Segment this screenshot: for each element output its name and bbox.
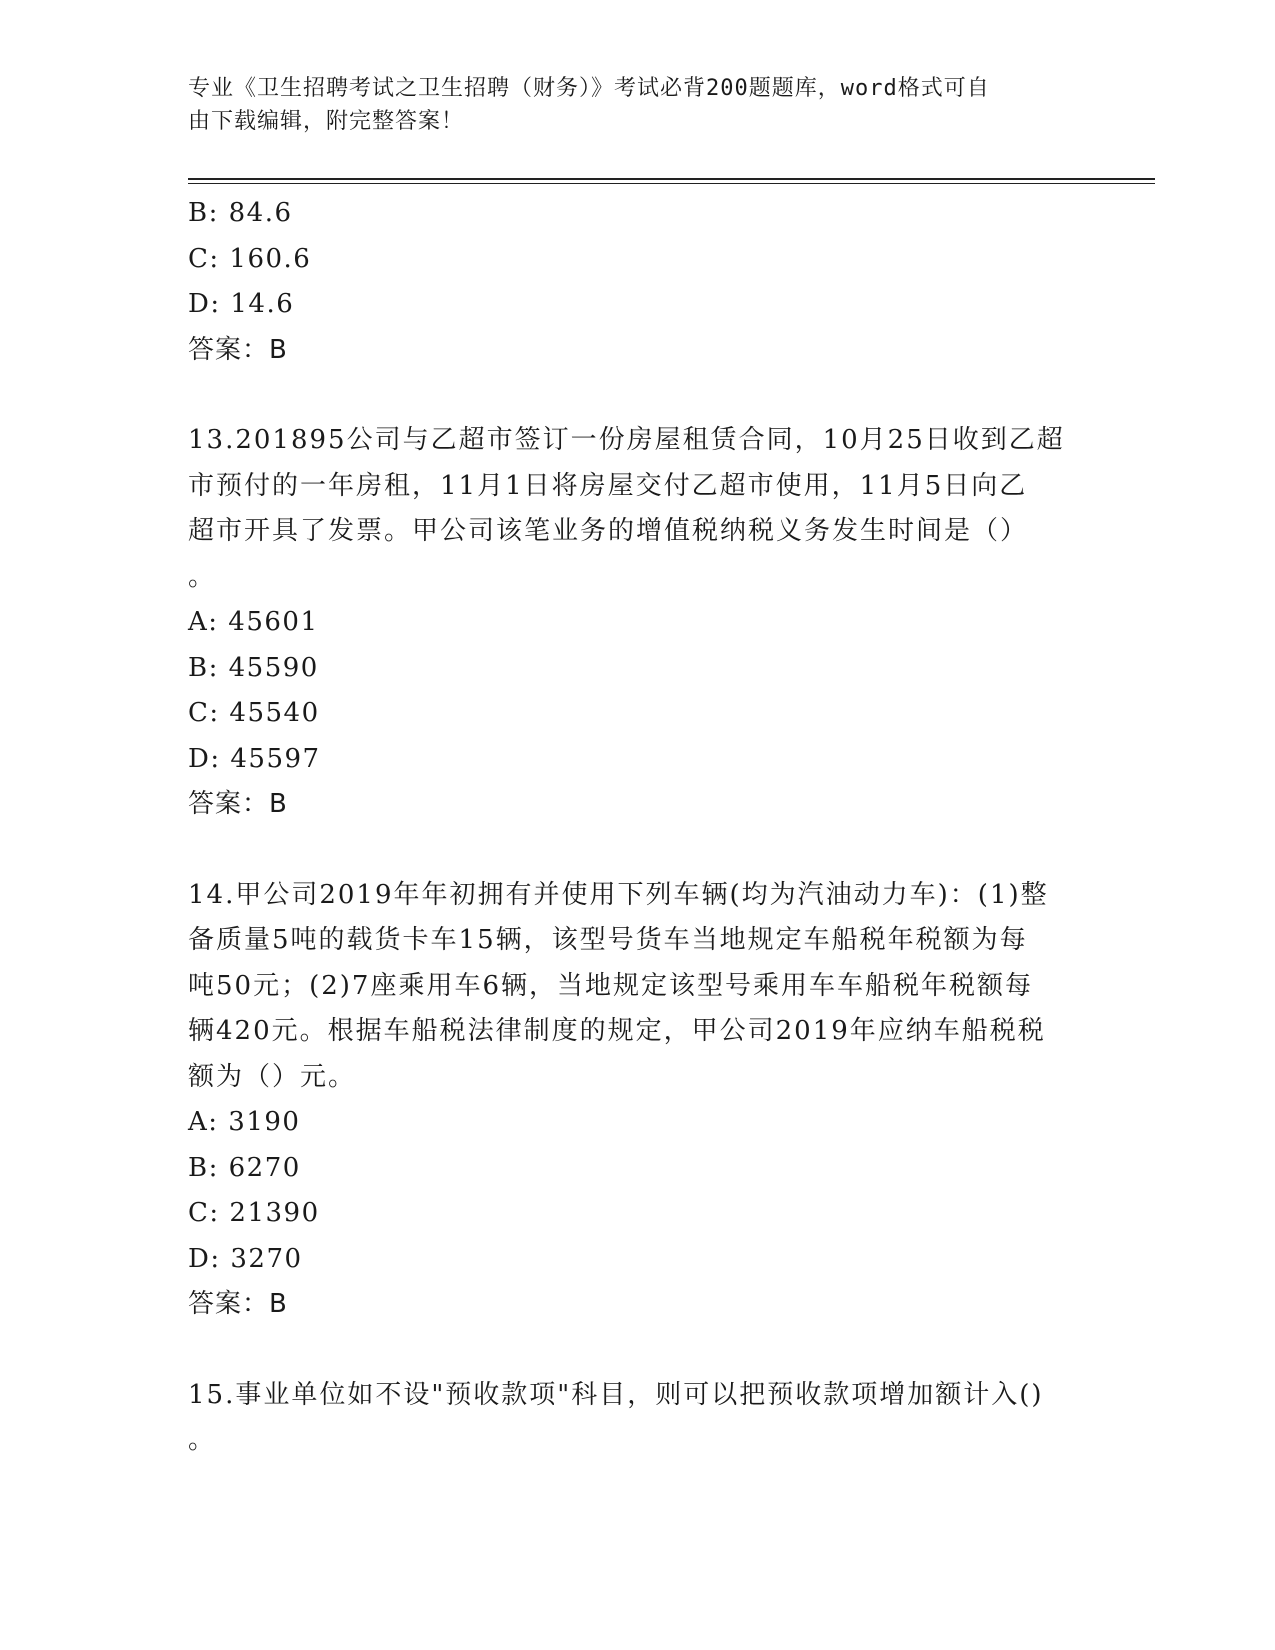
option-a: A: 45601 — [188, 607, 319, 637]
option-b: B: 84.6 — [188, 198, 293, 228]
option-b: B: 6270 — [188, 1152, 301, 1183]
question-text-line: 超市开具了发票。甲公司该笔业务的增值税纳税义务发生时间是（） — [188, 516, 1029, 546]
question-text-line: 额为（）元。 — [188, 1061, 357, 1092]
question-text-line: 14.甲公司2019年年初拥有并使用下列车辆(均为汽油动力车)：(1)整 — [188, 879, 1049, 910]
answer-line: 答案：B — [188, 789, 288, 819]
header-divider-thin — [188, 183, 1155, 184]
question-text-line: 。 — [188, 561, 217, 592]
option-d: D: 3270 — [188, 1243, 303, 1274]
answer-line: 答案：B — [188, 1289, 288, 1319]
document-header — [188, 72, 1068, 138]
answer-line: 答案：B — [188, 334, 288, 365]
header-title-line-1: 专业《卫生招聘考试之卫生招聘（财务）》考试必背200题题库，word格式可自 — [188, 76, 990, 101]
question-text-line: 吨50元；(2)7座乘用车6辆，当地规定该型号乘用车车船税年税额每 — [188, 970, 1033, 1001]
header-divider-thick — [188, 178, 1155, 180]
question-text-line: 市预付的一年房租，11月1日将房屋交付乙超市使用，11月5日向乙 — [188, 470, 1028, 501]
question-text-line: 备质量5吨的载货卡车15辆，该型号货车当地规定车船税年税额为每 — [188, 925, 1028, 955]
option-d: D: 14.6 — [188, 289, 295, 319]
option-d: D: 45597 — [188, 743, 321, 774]
question-13 — [188, 418, 1068, 600]
option-c: C: 45540 — [188, 698, 320, 728]
question-14-options — [188, 1100, 1088, 1328]
option-c: C: 21390 — [188, 1198, 320, 1228]
option-c: C: 160.6 — [188, 243, 312, 274]
option-a: A: 3190 — [188, 1107, 301, 1137]
question-text-line: 13.201895公司与乙超市签订一份房屋租赁合同，10月25日收到乙超 — [188, 425, 1065, 455]
document-body — [188, 191, 1088, 1464]
question-text-line: 15.事业单位如不设"预收款项"科目，则可以把预收款项增加额计入() — [188, 1379, 1044, 1410]
option-b: B: 45590 — [188, 652, 319, 683]
question-15 — [188, 1373, 1068, 1464]
question-12-tail — [188, 191, 1088, 373]
question-text-line: 。 — [188, 1425, 217, 1455]
question-text-line: 辆420元。根据车船税法律制度的规定，甲公司2019年应纳车船税税 — [188, 1016, 1046, 1046]
question-13-options — [188, 600, 1088, 828]
header-title-line-2: 由下载编辑，附完整答案！ — [188, 109, 465, 134]
question-14 — [188, 873, 1068, 1101]
